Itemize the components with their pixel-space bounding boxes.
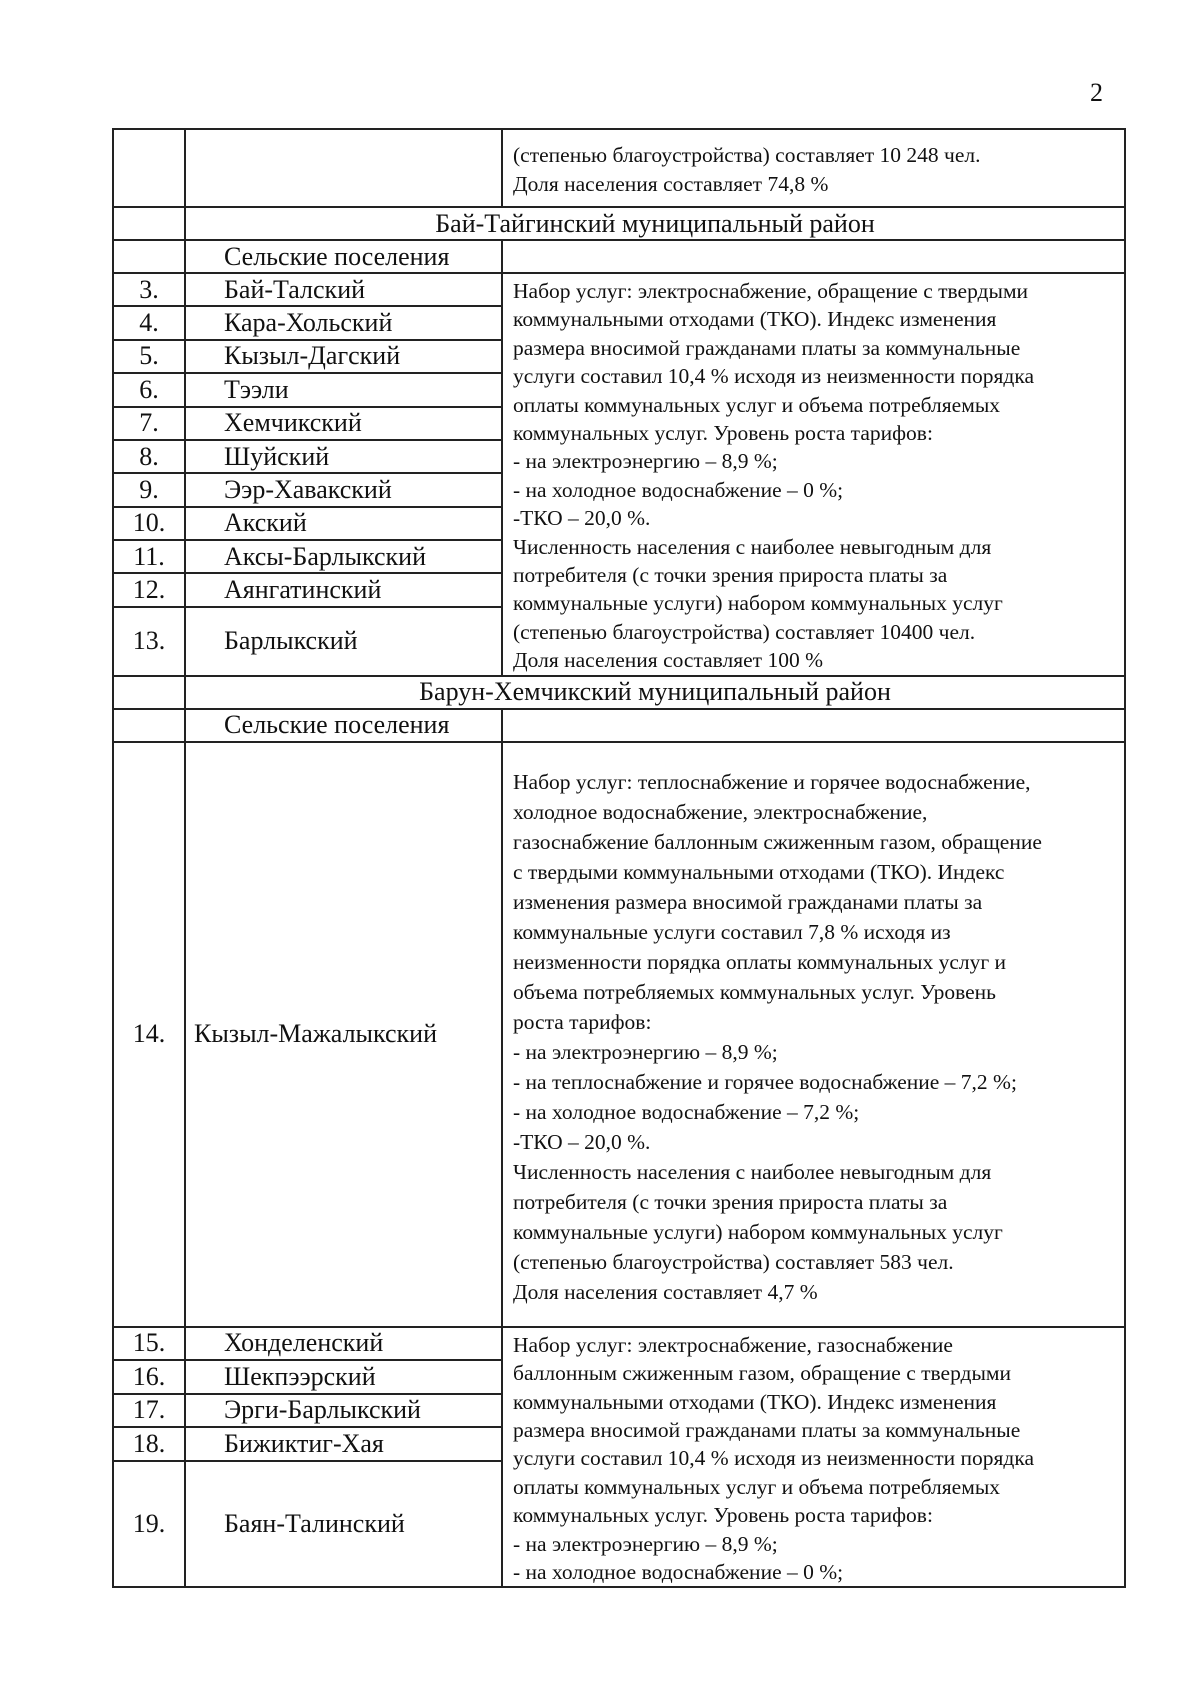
settlement-name: Аксы-Барлыкский xyxy=(185,540,502,573)
services-description xyxy=(502,1327,1125,1588)
text-line: баллонным сжиженным газом, обращение с твердыми xyxy=(513,1361,1012,1386)
text-line: коммунальные услуги составил 7,8 % исходя из xyxy=(513,920,951,945)
empty-cell xyxy=(113,207,185,240)
text-line: холодное водоснабжение, электроснабжение, xyxy=(513,800,928,825)
settlement-name: Бай-Талский xyxy=(185,273,502,306)
text-line: Набор услуг: теплоснабжение и горячее водоснабжение, xyxy=(513,770,1031,795)
settlements-subheading: Сельские поселения xyxy=(185,709,502,742)
subheading-row xyxy=(113,709,1125,742)
text-line: Доля населения составляет 100 % xyxy=(513,648,823,673)
settlement-name: Кызыл-Мажалыкский xyxy=(185,742,502,1327)
empty-cell xyxy=(113,240,185,273)
text-line: услуги составил 10,4 % исходя из неизменности порядка xyxy=(513,364,1034,389)
text-line: размера вносимой гражданами платы за коммунальные xyxy=(513,1417,1021,1442)
text-line: коммунальными отходами (ТКО). Индекс изменения xyxy=(513,1389,997,1414)
continuation-text xyxy=(502,129,1125,207)
text-line: объема потребляемых коммунальных услуг. Уровень xyxy=(513,980,996,1005)
row-number: 3. xyxy=(113,273,185,306)
district-title: Бай-Тайгинский муниципальный район xyxy=(185,207,1125,240)
empty-cell xyxy=(502,709,1125,742)
settlement-name: Шуйский xyxy=(185,440,502,473)
settlement-name: Акский xyxy=(185,507,502,540)
row-number: 17. xyxy=(113,1394,185,1427)
row-number: 7. xyxy=(113,407,185,440)
district-heading-row xyxy=(113,676,1125,709)
text-line: Доля населения составляет 4,7 % xyxy=(513,1280,818,1305)
settlement-name: Кызыл-Дагский xyxy=(185,340,502,373)
text-line: - на холодное водоснабжение – 7,2 %; xyxy=(513,1100,860,1125)
text-line: - на электроэнергию – 8,9 %; xyxy=(513,449,778,474)
empty-cell xyxy=(113,129,185,207)
text-line: Набор услуг: электроснабжение, обращение с твердыми xyxy=(513,279,1029,303)
text-line: потребителя (с точки зрения прироста платы за xyxy=(513,1190,948,1215)
text-line: размера вносимой гражданами платы за коммунальные xyxy=(513,335,1021,360)
row-number: 18. xyxy=(113,1427,185,1460)
empty-cell xyxy=(113,709,185,742)
settlement-name: Аянгатинский xyxy=(185,573,502,606)
text-line: (степенью благоустройства) составляет 583 чел. xyxy=(513,1250,954,1275)
services-description xyxy=(502,273,1125,676)
text-line: коммунальных услуг. Уровень роста тарифов: xyxy=(513,421,933,446)
text-line: (степенью благоустройства) составляет 10 248 чел. xyxy=(513,143,981,168)
row-number: 15. xyxy=(113,1327,185,1360)
row-number: 9. xyxy=(113,473,185,506)
text-line: газоснабжение баллонным сжиженным газом, обращение xyxy=(513,830,1042,855)
text-line: Доля населения составляет 74,8 % xyxy=(513,171,829,196)
row-number: 4. xyxy=(113,306,185,339)
text-line: (степенью благоустройства) составляет 10400 чел. xyxy=(513,619,976,644)
text-line: Численность населения с наиболее невыгодным для xyxy=(513,534,992,559)
empty-cell xyxy=(185,129,502,207)
row-number: 8. xyxy=(113,440,185,473)
text-line: оплаты коммунальных услуг и объема потребляемых xyxy=(513,392,1001,417)
text-line: - на электроэнергию – 8,9 %; xyxy=(513,1040,778,1065)
district-heading-row xyxy=(113,207,1125,240)
empty-cell xyxy=(113,676,185,709)
settlement-name: Шекпээрский xyxy=(185,1360,502,1393)
row-number: 11. xyxy=(113,540,185,573)
settlement-name: Барлыкский xyxy=(185,607,502,676)
services-description xyxy=(502,742,1125,1327)
text-line: Набор услуг: электроснабжение, газоснабжение xyxy=(513,1332,953,1357)
text-line: коммунальные услуги) набором коммунальных услуг xyxy=(513,591,1003,616)
text-line: коммунальными отходами (ТКО). Индекс изменения xyxy=(513,307,997,332)
settlement-name: Хемчикский xyxy=(185,407,502,440)
row-number: 10. xyxy=(113,507,185,540)
settlement-name: Бижиктиг-Хая xyxy=(185,1427,502,1460)
text-line: неизменности порядка оплаты коммунальных услуг и xyxy=(513,950,1007,975)
text-line: изменения размера вносимой гражданами платы за xyxy=(513,890,983,915)
text-line: роста тарифов: xyxy=(513,1010,652,1035)
settlement-name: Кара-Хольский xyxy=(185,306,502,339)
settlements-subheading: Сельские поселения xyxy=(185,240,502,273)
row-number: 16. xyxy=(113,1360,185,1393)
text-line: с твердыми коммунальными отходами (ТКО). Индекс xyxy=(513,860,1005,885)
row-number: 6. xyxy=(113,373,185,406)
settlement-name: Тээли xyxy=(185,373,502,406)
page-number: 2 xyxy=(1090,78,1103,107)
table-row xyxy=(113,742,1125,1327)
settlement-name: Баян-Талинский xyxy=(185,1461,502,1588)
text-line: потребителя (с точки зрения прироста платы за xyxy=(513,563,948,588)
text-line: - на электроэнергию – 8,9 %; xyxy=(513,1531,778,1556)
text-line: -ТКО – 20,0 %. xyxy=(513,506,651,531)
text-line: - на холодное водоснабжение – 0 %; xyxy=(513,477,844,502)
row-number: 19. xyxy=(113,1461,185,1588)
text-line: - на теплоснабжение и горячее водоснабжение – 7,2 %; xyxy=(513,1070,1017,1095)
row-number: 12. xyxy=(113,573,185,606)
text-line: Численность населения с наиболее невыгодным для xyxy=(513,1160,992,1185)
text-line: услуги составил 10,4 % исходя из неизменности порядка xyxy=(513,1446,1034,1471)
settlement-name: Хонделенский xyxy=(185,1327,502,1360)
row-number: 13. xyxy=(113,607,185,676)
text-line: коммунальные услуги) набором коммунальных услуг xyxy=(513,1220,1003,1245)
text-line: - на холодное водоснабжение – 0 %; xyxy=(513,1559,844,1584)
text-line: оплаты коммунальных услуг и объема потребляемых xyxy=(513,1474,1001,1499)
continuation-row xyxy=(113,129,1125,207)
empty-cell xyxy=(502,240,1125,273)
row-number: 14. xyxy=(113,742,185,1327)
table-row xyxy=(113,1327,1125,1360)
services-table xyxy=(112,128,1126,1588)
text-line: -ТКО – 20,0 %. xyxy=(513,1130,651,1155)
subheading-row xyxy=(113,240,1125,273)
table-row xyxy=(113,273,1125,306)
district-title: Барун-Хемчикский муниципальный район xyxy=(185,676,1125,709)
text-line: коммунальных услуг. Уровень роста тарифов: xyxy=(513,1503,933,1528)
row-number: 5. xyxy=(113,340,185,373)
settlement-name: Ээр-Хавакский xyxy=(185,473,502,506)
settlement-name: Эрги-Барлыкский xyxy=(185,1394,502,1427)
